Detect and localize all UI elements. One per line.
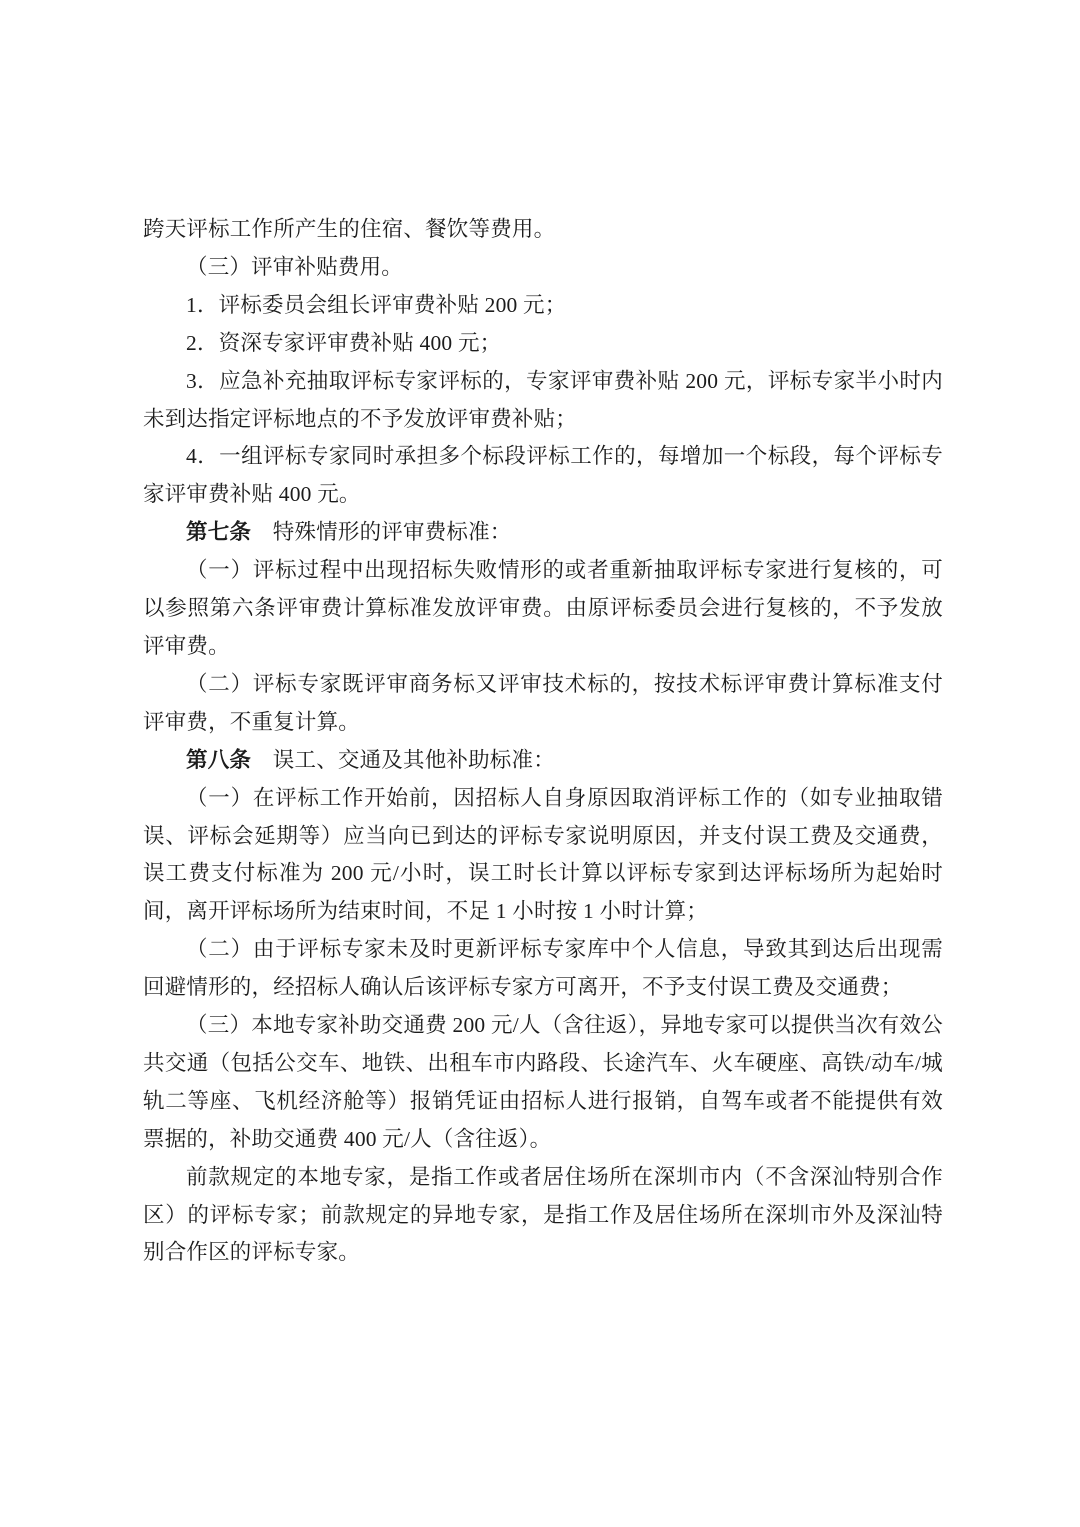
paragraph (143, 363, 943, 439)
paragraph-text: 4．一组评标专家同时承担多个标段评标工作的，每增加一个标段，每个评标专家评审费补贴 400 元。 (143, 444, 943, 507)
paragraph (143, 211, 943, 249)
paragraph (143, 287, 943, 325)
paragraph-text: 前款规定的本地专家，是指工作或者居住场所在深圳市内（不含深汕特别合作区）的评标专家；前款规定的异地专家，是指工作及居住场所在深圳市外及深汕特别合作区的评标专家。 (143, 1164, 943, 1265)
paragraph-text: （三）本地专家补助交通费 200 元/人（含往返），异地专家可以提供当次有效公共交通（包括公交车、地铁、出租车市内路段、长途汽车、火车硬座、高铁/动车/城轨二等座、飞机经济舱等）报销凭证由招标人进行报销，自驾车或者不能提供有效票据的，补助交通费 400 元/人（含往返）。 (143, 1013, 943, 1151)
paragraph (143, 325, 943, 363)
paragraph (143, 514, 943, 552)
paragraph-text: 特殊情形的评审费标准： (251, 520, 512, 545)
paragraph-text: 1．评标委员会组长评审费补贴 200 元； (186, 292, 567, 317)
paragraph (143, 552, 943, 666)
paragraph-text: （二）由于评标专家未及时更新评标专家库中个人信息，导致其到达后出现需回避情形的，经招标人确认后该评标专家方可离开，不予支付误工费及交通费； (143, 937, 943, 1000)
paragraph (143, 666, 943, 742)
paragraph-text: 跨天评标工作所产生的住宿、餐饮等费用。 (143, 217, 556, 241)
paragraph-text: （一）评标过程中出现招标失败情形的或者重新抽取评标专家进行复核的，可以参照第六条评审费计算标准发放评审费。由原评标委员会进行复核的，不予发放评审费。 (143, 558, 943, 658)
document-text (143, 211, 943, 1272)
paragraph (143, 780, 943, 932)
paragraph (143, 438, 943, 514)
paragraph-text: （二）评标专家既评审商务标又评审技术标的，按技术标评审费计算标准支付评审费，不重复计算。 (143, 671, 943, 734)
paragraph-text: 误工、交通及其他补助标准： (251, 747, 555, 772)
article-number-label: 第七条 (186, 520, 252, 545)
paragraph (143, 1007, 943, 1159)
paragraph (143, 742, 943, 780)
paragraph-text: 2．资深专家评审费补贴 400 元； (186, 330, 502, 355)
paragraph-text: （一）在评标工作开始前，因招标人自身原因取消评标工作的（如专业抽取错误、评标会延期等）应当向已到达的评标专家说明原因，并支付误工费及交通费，误工费支付标准为 200 元/小时，误工时长计算以评标专家到达评标场所为起始时间，离开评标场所为结束时间，不足 1 小时按 1 小时计算； (143, 785, 943, 924)
paragraph-text: （三）评审补贴费用。 (186, 254, 404, 279)
paragraph (143, 249, 943, 287)
paragraph (143, 931, 943, 1007)
paragraph (143, 1159, 943, 1273)
paragraph-text: 3．应急补充抽取评标专家评标的，专家评审费补贴 200 元，评标专家半小时内未到达指定评标地点的不予发放评审费补贴； (143, 368, 943, 431)
article-number-label: 第八条 (186, 747, 252, 772)
